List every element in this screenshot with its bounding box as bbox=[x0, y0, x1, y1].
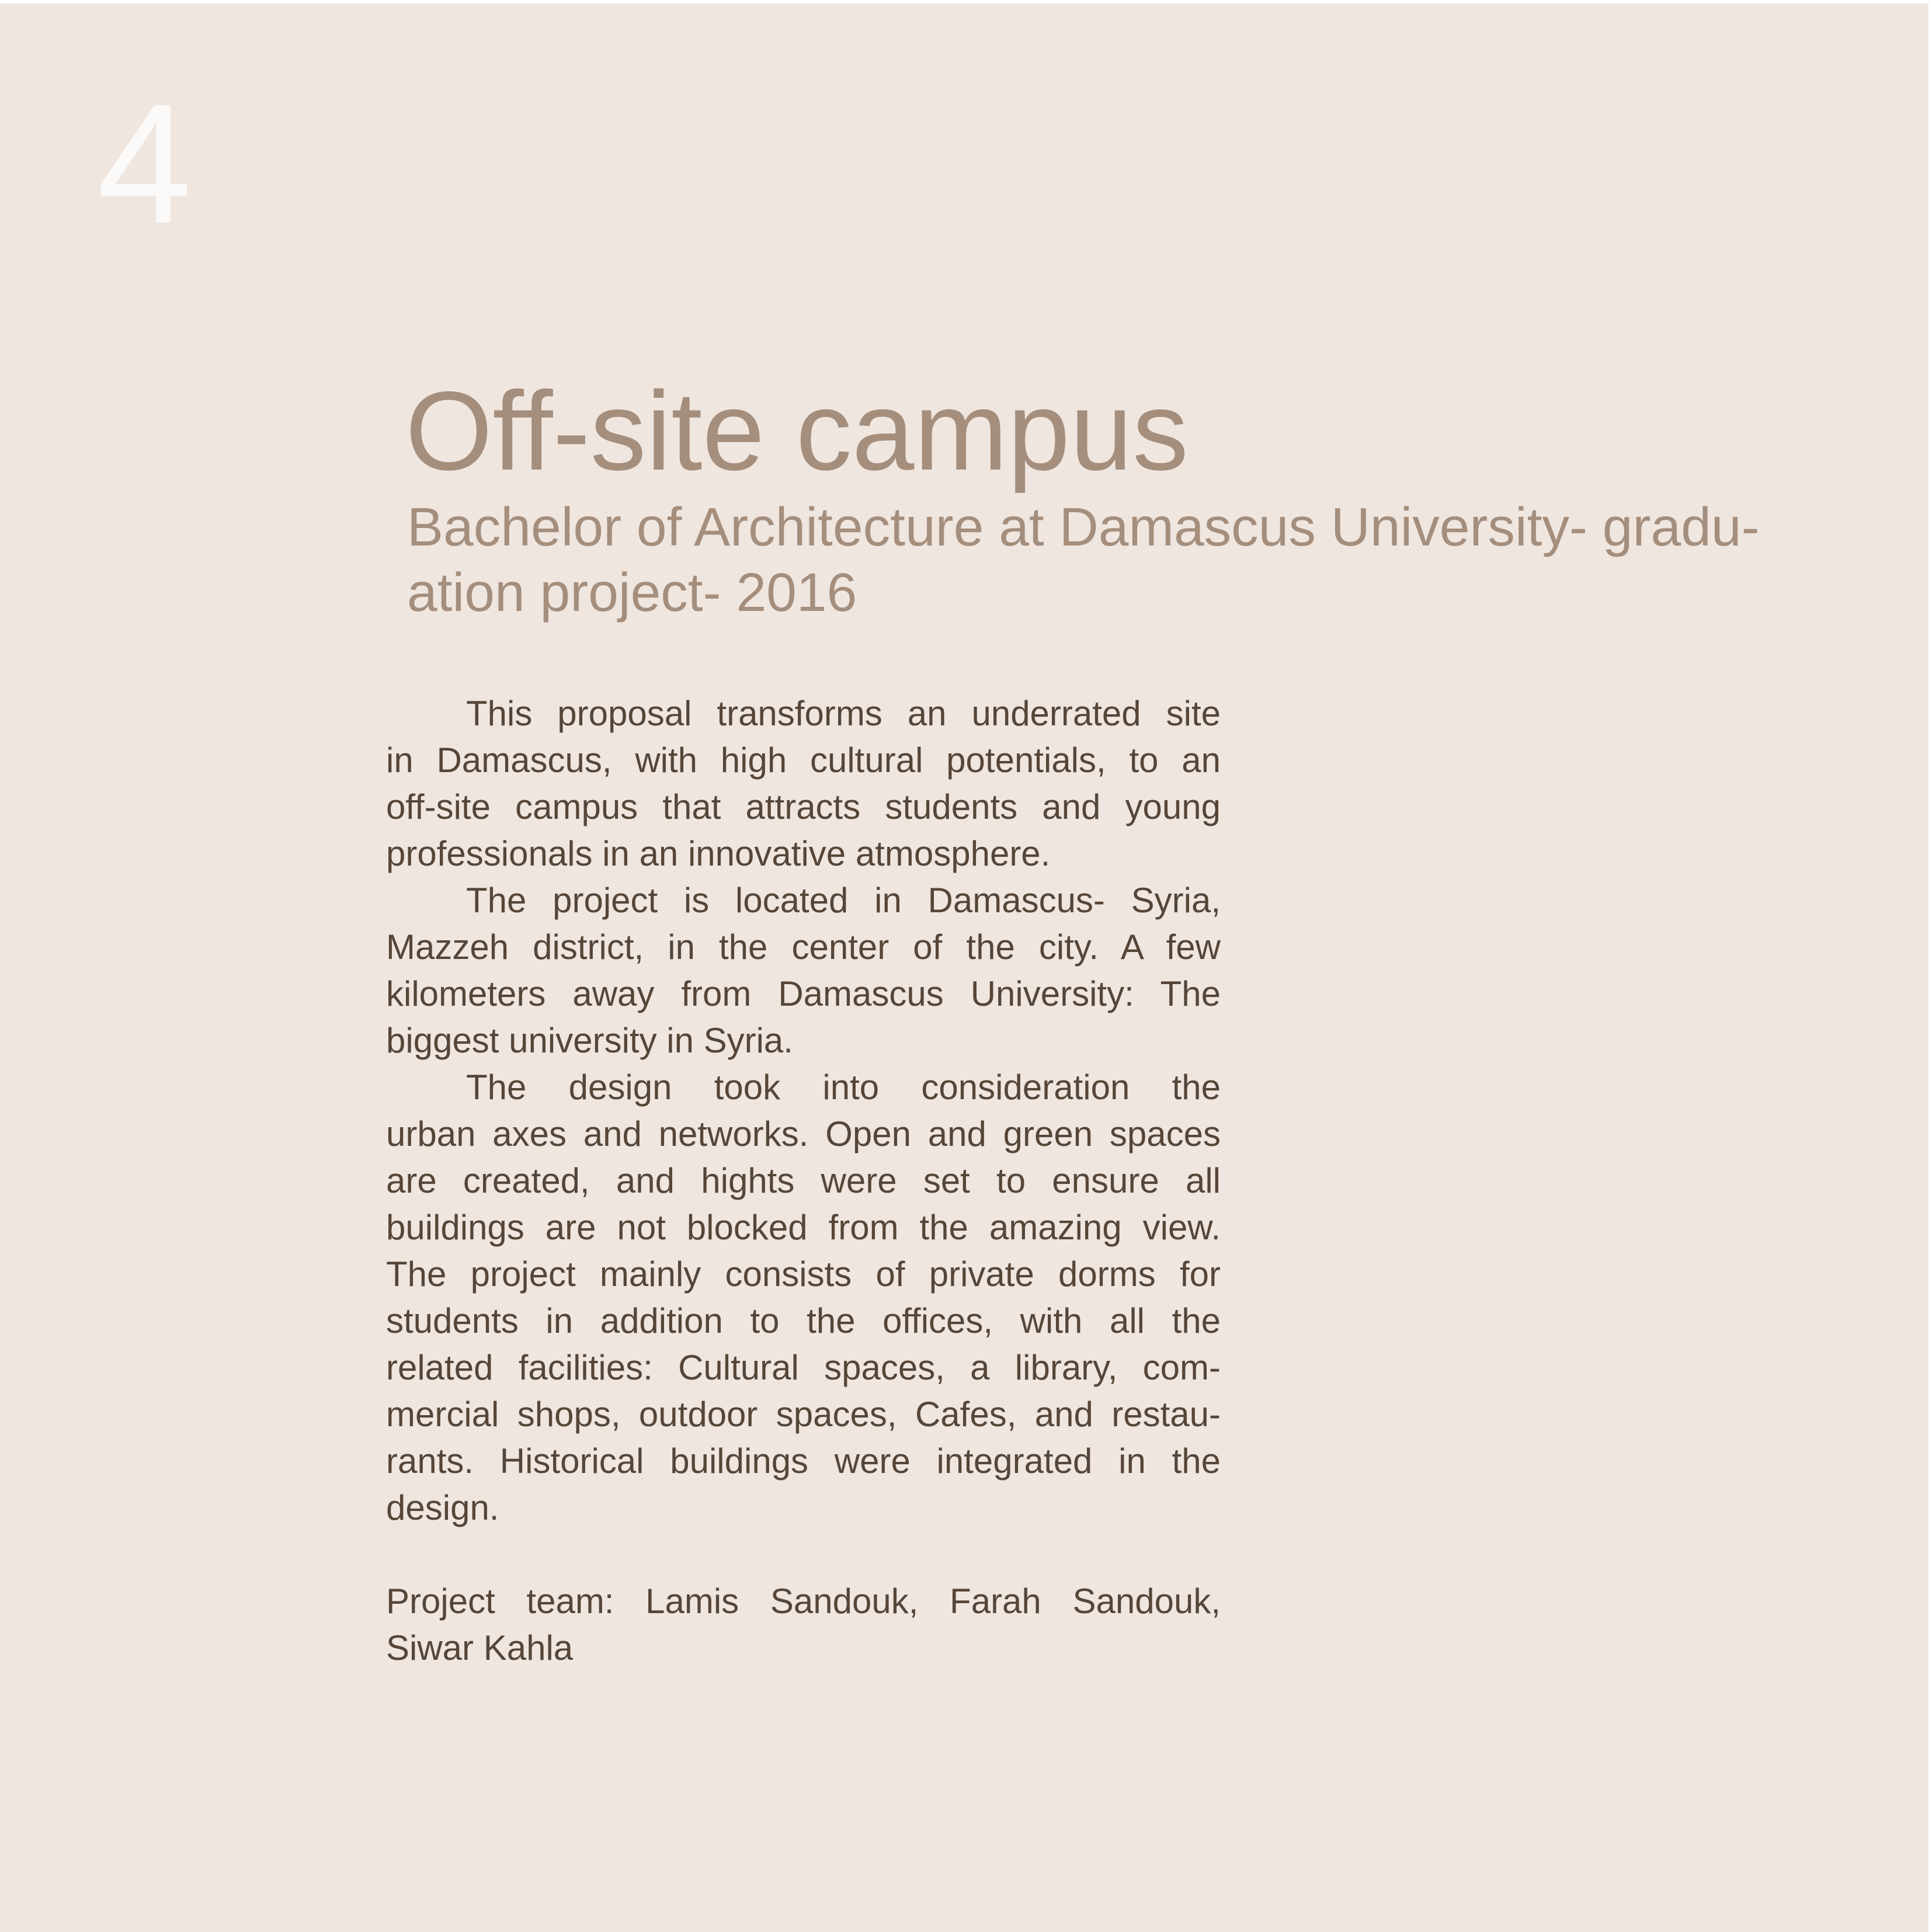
project-team-block bbox=[386, 1578, 1221, 1672]
text-line: design. bbox=[386, 1488, 499, 1527]
text-line: The project mainly consists of private dorms for bbox=[386, 1255, 1221, 1294]
text-line: urban axes and networks. Open and green spaces bbox=[386, 1114, 1221, 1153]
text-line: professionals in an innovative atmosphere. bbox=[386, 834, 1051, 873]
text-line: are created, and hights were set to ensure all bbox=[386, 1161, 1221, 1200]
project-subtitle bbox=[407, 494, 1867, 625]
text-line: rants. Historical buildings were integrated in the bbox=[386, 1441, 1221, 1481]
text-line: mercial shops, outdoor spaces, Cafes, and restau- bbox=[386, 1395, 1221, 1434]
text-line: in Damascus, with high cultural potentials, to an bbox=[386, 741, 1221, 780]
paragraph-spacer bbox=[386, 1531, 1221, 1578]
text-line: biggest university in Syria. bbox=[386, 1021, 793, 1060]
team-line: Project team: Lamis Sandouk, Farah Sandouk, bbox=[386, 1582, 1221, 1621]
project-title: Off-site campus bbox=[405, 368, 1189, 494]
text-line: students in addition to the offices, with all the bbox=[386, 1301, 1221, 1340]
team-line: Siwar Kahla bbox=[386, 1628, 574, 1667]
body-paragraph-2 bbox=[386, 877, 1221, 1064]
text-line: The project is located in Damascus- Syria, bbox=[466, 881, 1221, 920]
text-line: kilometers away from Damascus University: The bbox=[386, 974, 1221, 1013]
text-line: Mazzeh district, in the center of the city. A few bbox=[386, 927, 1221, 967]
text-line: off-site campus that attracts students and young bbox=[386, 787, 1221, 826]
subtitle-line: ation project- 2016 bbox=[407, 562, 857, 623]
page-number: 4 bbox=[97, 68, 190, 259]
subtitle-line: Bachelor of Architecture at Damascus University- gradu- bbox=[407, 496, 1760, 557]
project-description bbox=[386, 690, 1221, 1672]
text-line: related facilities: Cultural spaces, a library, com- bbox=[386, 1348, 1221, 1387]
text-line: This proposal transforms an underrated site bbox=[466, 694, 1221, 733]
text-line: buildings are not blocked from the amazing view. bbox=[386, 1208, 1221, 1247]
body-paragraph-1 bbox=[386, 690, 1221, 877]
body-paragraph-3 bbox=[386, 1064, 1221, 1531]
text-line: The design took into consideration the bbox=[466, 1068, 1221, 1107]
